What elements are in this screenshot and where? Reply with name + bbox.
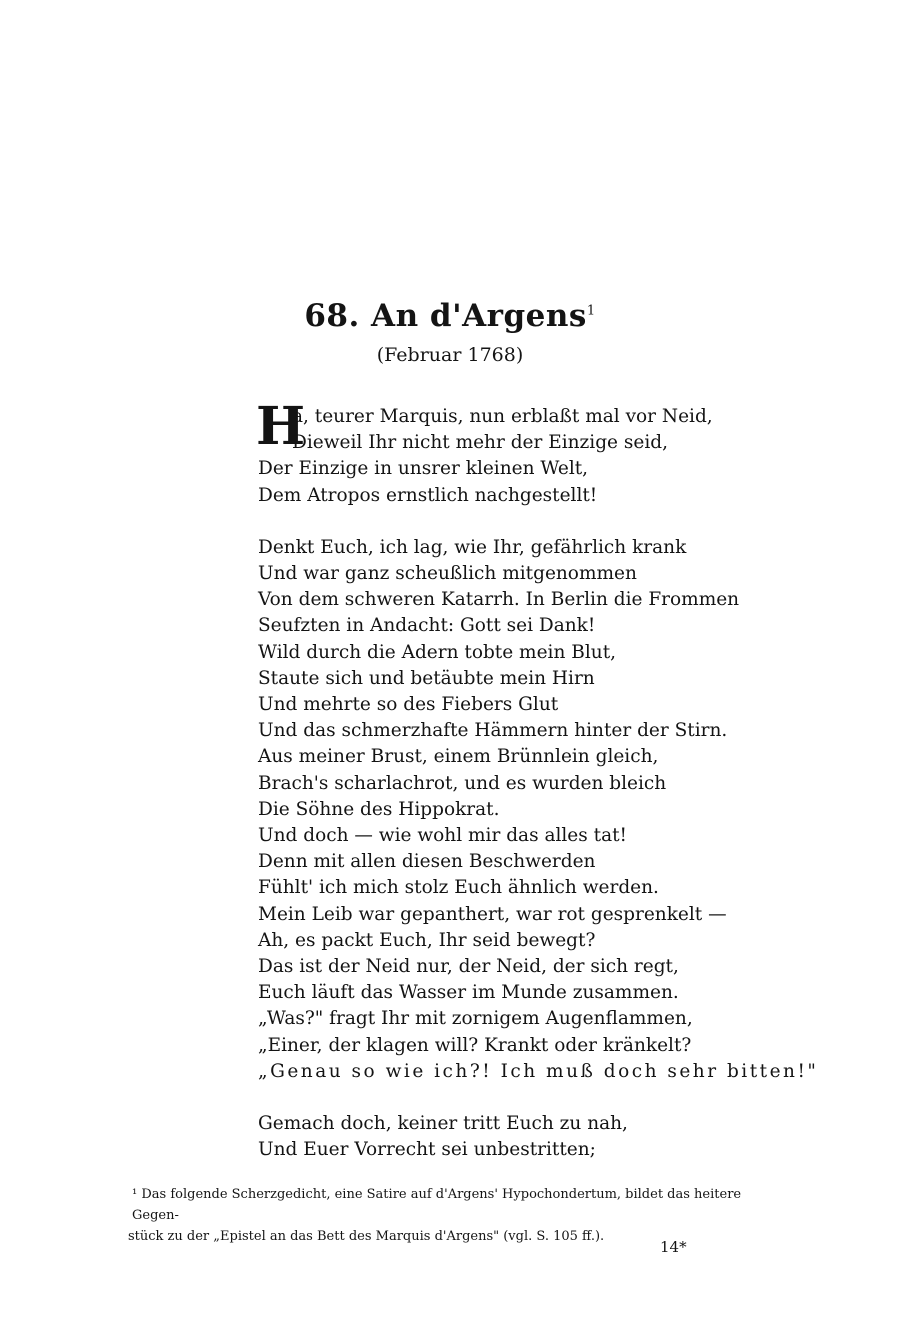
poem-line: Aus meiner Brust, einem Brünnlein gleich, [258,746,659,768]
poem-line: Denkt Euch, ich lag, wie Ihr, gefährlich krank [258,536,687,558]
poem-line: Und das schmerzhafte Hämmern hinter der Stirn. [258,720,728,742]
poem-line: Und mehrte so des Fiebers Glut [258,694,559,716]
poem-line: Von dem schweren Katarrh. In Berlin die Frommen [258,589,740,611]
poem-line: Seufzten in Andacht: Gott sei Dank! [258,615,596,637]
poem-line: Wild durch die Adern tobte mein Blut, [258,641,617,663]
poem-title [0,298,900,334]
footnote-line: stück zu der „Epistel an das Bett des Marquis d'Argens" (vgl. S. 105 ff.). [128,1229,605,1244]
poem-line: Staute sich und betäubte mein Hirn [258,667,595,689]
poem-line: Und doch — wie wohl mir das alles tat! [258,825,627,847]
poem-line: Und war ganz scheußlich mitgenommen [258,563,637,585]
poem-line: Ah, es packt Euch, Ihr seid bewegt? [258,929,596,951]
footnote [128,1184,792,1247]
poem-line: Gemach doch, keiner tritt Euch zu nah, [258,1113,628,1135]
poem-title-text: 68. An d'Argens [304,298,587,334]
poem-line: Euch läuft das Wasser im Munde zusammen. [258,982,679,1004]
poem-line: Fühlt' ich mich stolz Euch ähnlich werden. [258,877,659,899]
poem-line: Brach's scharlachrot, und es wurden bleich [258,772,667,794]
footnote-line: ¹ Das folgende Scherzgedicht, eine Satire auf d'Argens' Hypochondertum, bildet das heitere Gegen- [132,1187,742,1223]
poem-line: „Was?" fragt Ihr mit zornigem Augenflammen, [258,1008,693,1030]
poem-line: Das ist der Neid nur, der Neid, der sich regt, [258,956,679,978]
poem-line: Mein Leib war gepanthert, war rot gesprenkelt — [258,903,727,925]
drop-cap: H [256,396,306,457]
poem-line: Dem Atropos ernstlich nachgestellt! [258,484,598,506]
page-number: 14* [660,1238,687,1256]
poem-date: (Februar 1768) [376,344,524,366]
poem-line: „Einer, der klagen will? Krankt oder kränkelt? [258,1034,692,1056]
stanza-1 [256,396,818,509]
footnote-marker: 1 [586,303,596,319]
stanza-2 [258,535,818,1085]
poem-line: Die Söhne des Hippokrat. [258,798,500,820]
poem-line: Dieweil Ihr nicht mehr der Einzige seid, [292,432,668,454]
poem-line-text: a, teurer Marquis, nun erblaßt mal vor Neid, [292,406,713,427]
stanza-3 [258,1111,818,1163]
poem-body [256,396,819,1189]
poem-line: „Genau so wie ich?! Ich muß doch sehr bitten!" [258,1060,819,1082]
poem-line: Und Euer Vorrecht sei unbestritten; [258,1139,596,1161]
poem-line: Denn mit allen diesen Beschwerden [258,851,596,873]
poem-line: Der Einzige in unsrer kleinen Welt, [258,458,589,480]
